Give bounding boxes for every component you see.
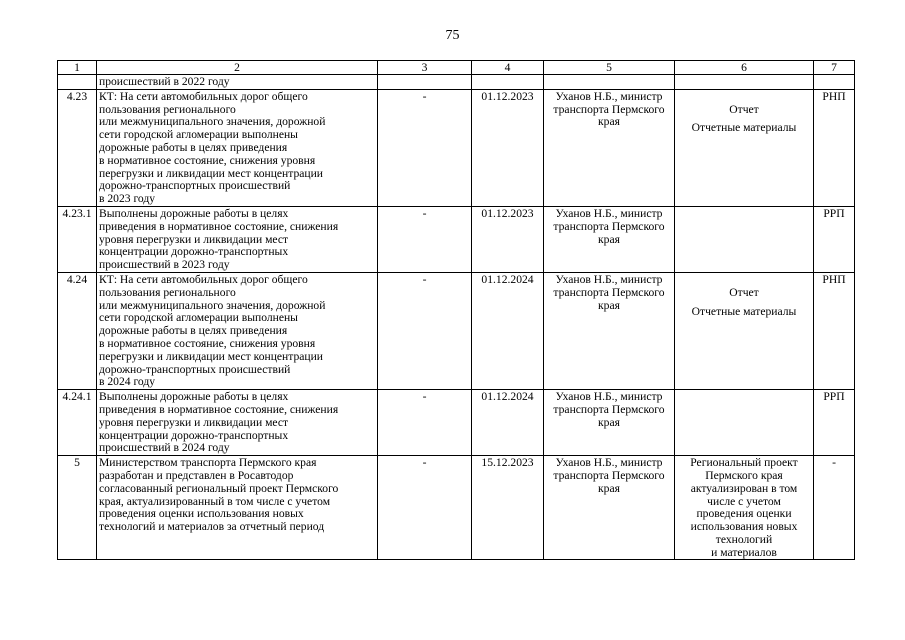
header-cell: 1: [58, 61, 97, 75]
row-number: 4.24: [58, 272, 97, 389]
row-type: [814, 75, 855, 90]
row-description: Выполнены дорожные работы в целях приведения в нормативное состояние, снижения уровня перегрузки и ликвидации мест концентрации дорожно-транспортных происшествий в 2024 году: [97, 390, 378, 456]
row-date: [472, 75, 544, 90]
table-row: [58, 89, 855, 206]
document-materials: Отчетные материалы: [691, 304, 797, 318]
row-date: 01.12.2024: [472, 390, 544, 456]
table-row: [58, 390, 855, 456]
row-number: 4.24.1: [58, 390, 97, 456]
table-header-row: [58, 61, 855, 75]
row-col3: -: [378, 272, 472, 389]
row-type: РНП: [814, 89, 855, 206]
row-number: 4.23: [58, 89, 97, 206]
header-cell: 7: [814, 61, 855, 75]
document-type: Отчет: [729, 102, 759, 116]
table-row: [58, 75, 855, 90]
row-number: 5: [58, 456, 97, 560]
header-cell: 4: [472, 61, 544, 75]
row-description: Министерством транспорта Пермского края разработан и представлен в Росавтодор согласованный региональный проект Пермского края, актуализированный в том числе с учетом проведения оценки использования новых технологий и материалов за отчетный период: [97, 456, 378, 560]
row-description: происшествий в 2022 году: [97, 75, 378, 90]
document-materials: Отчетные материалы: [691, 121, 797, 135]
row-date: 01.12.2024: [472, 272, 544, 389]
plan-table: [57, 60, 855, 560]
row-document: [675, 206, 814, 272]
row-document: [675, 75, 814, 90]
row-col3: [378, 75, 472, 90]
row-document: [675, 390, 814, 456]
row-col3: -: [378, 390, 472, 456]
header-cell: 5: [544, 61, 675, 75]
row-description: Выполнены дорожные работы в целях приведения в нормативное состояние, снижения уровня перегрузки и ликвидации мест концентрации дорожно-транспортных происшествий в 2023 году: [97, 206, 378, 272]
row-description: КТ: На сети автомобильных дорог общего пользования регионального или межмуниципального значения, дорожной сети городской агломерации выполнены дорожные работы в целях приведения в нормативное состояние, снижения уровня перегрузки и ликвидации мест концентрации дорожно-транспортных происшествий в 2024 году: [97, 272, 378, 389]
table-row: [58, 206, 855, 272]
row-type: РНП: [814, 272, 855, 389]
row-col3: -: [378, 206, 472, 272]
row-document: [675, 89, 814, 206]
header-cell: 6: [675, 61, 814, 75]
row-number: 4.23.1: [58, 206, 97, 272]
row-responsible: Уханов Н.Б., министр транспорта Пермского края: [544, 456, 675, 560]
row-col3: -: [378, 456, 472, 560]
header-cell: 3: [378, 61, 472, 75]
table-row: [58, 272, 855, 389]
row-date: 01.12.2023: [472, 89, 544, 206]
table-row: [58, 456, 855, 560]
row-date: 01.12.2023: [472, 206, 544, 272]
row-type: -: [814, 456, 855, 560]
page-number: 75: [445, 28, 460, 43]
document-type: Отчет: [729, 285, 759, 299]
row-date: 15.12.2023: [472, 456, 544, 560]
row-responsible: Уханов Н.Б., министр транспорта Пермского края: [544, 390, 675, 456]
row-document: Региональный проект Пермского края актуализирован в том числе с учетом проведения оценки использования новых технологий и материалов: [675, 456, 814, 560]
row-responsible: [544, 75, 675, 90]
row-col3: -: [378, 89, 472, 206]
header-cell: 2: [97, 61, 378, 75]
row-responsible: Уханов Н.Б., министр транспорта Пермского края: [544, 272, 675, 389]
row-type: РРП: [814, 390, 855, 456]
row-responsible: Уханов Н.Б., министр транспорта Пермского края: [544, 89, 675, 206]
row-responsible: Уханов Н.Б., министр транспорта Пермского края: [544, 206, 675, 272]
row-number: [58, 75, 97, 90]
row-description: КТ: На сети автомобильных дорог общего пользования регионального или межмуниципального значения, дорожной сети городской агломерации выполнены дорожные работы в целях приведения в нормативное состояние, снижения уровня перегрузки и ликвидации мест концентрации дорожно-транспортных происшествий в 2023 году: [97, 89, 378, 206]
row-type: РРП: [814, 206, 855, 272]
row-document: [675, 272, 814, 389]
